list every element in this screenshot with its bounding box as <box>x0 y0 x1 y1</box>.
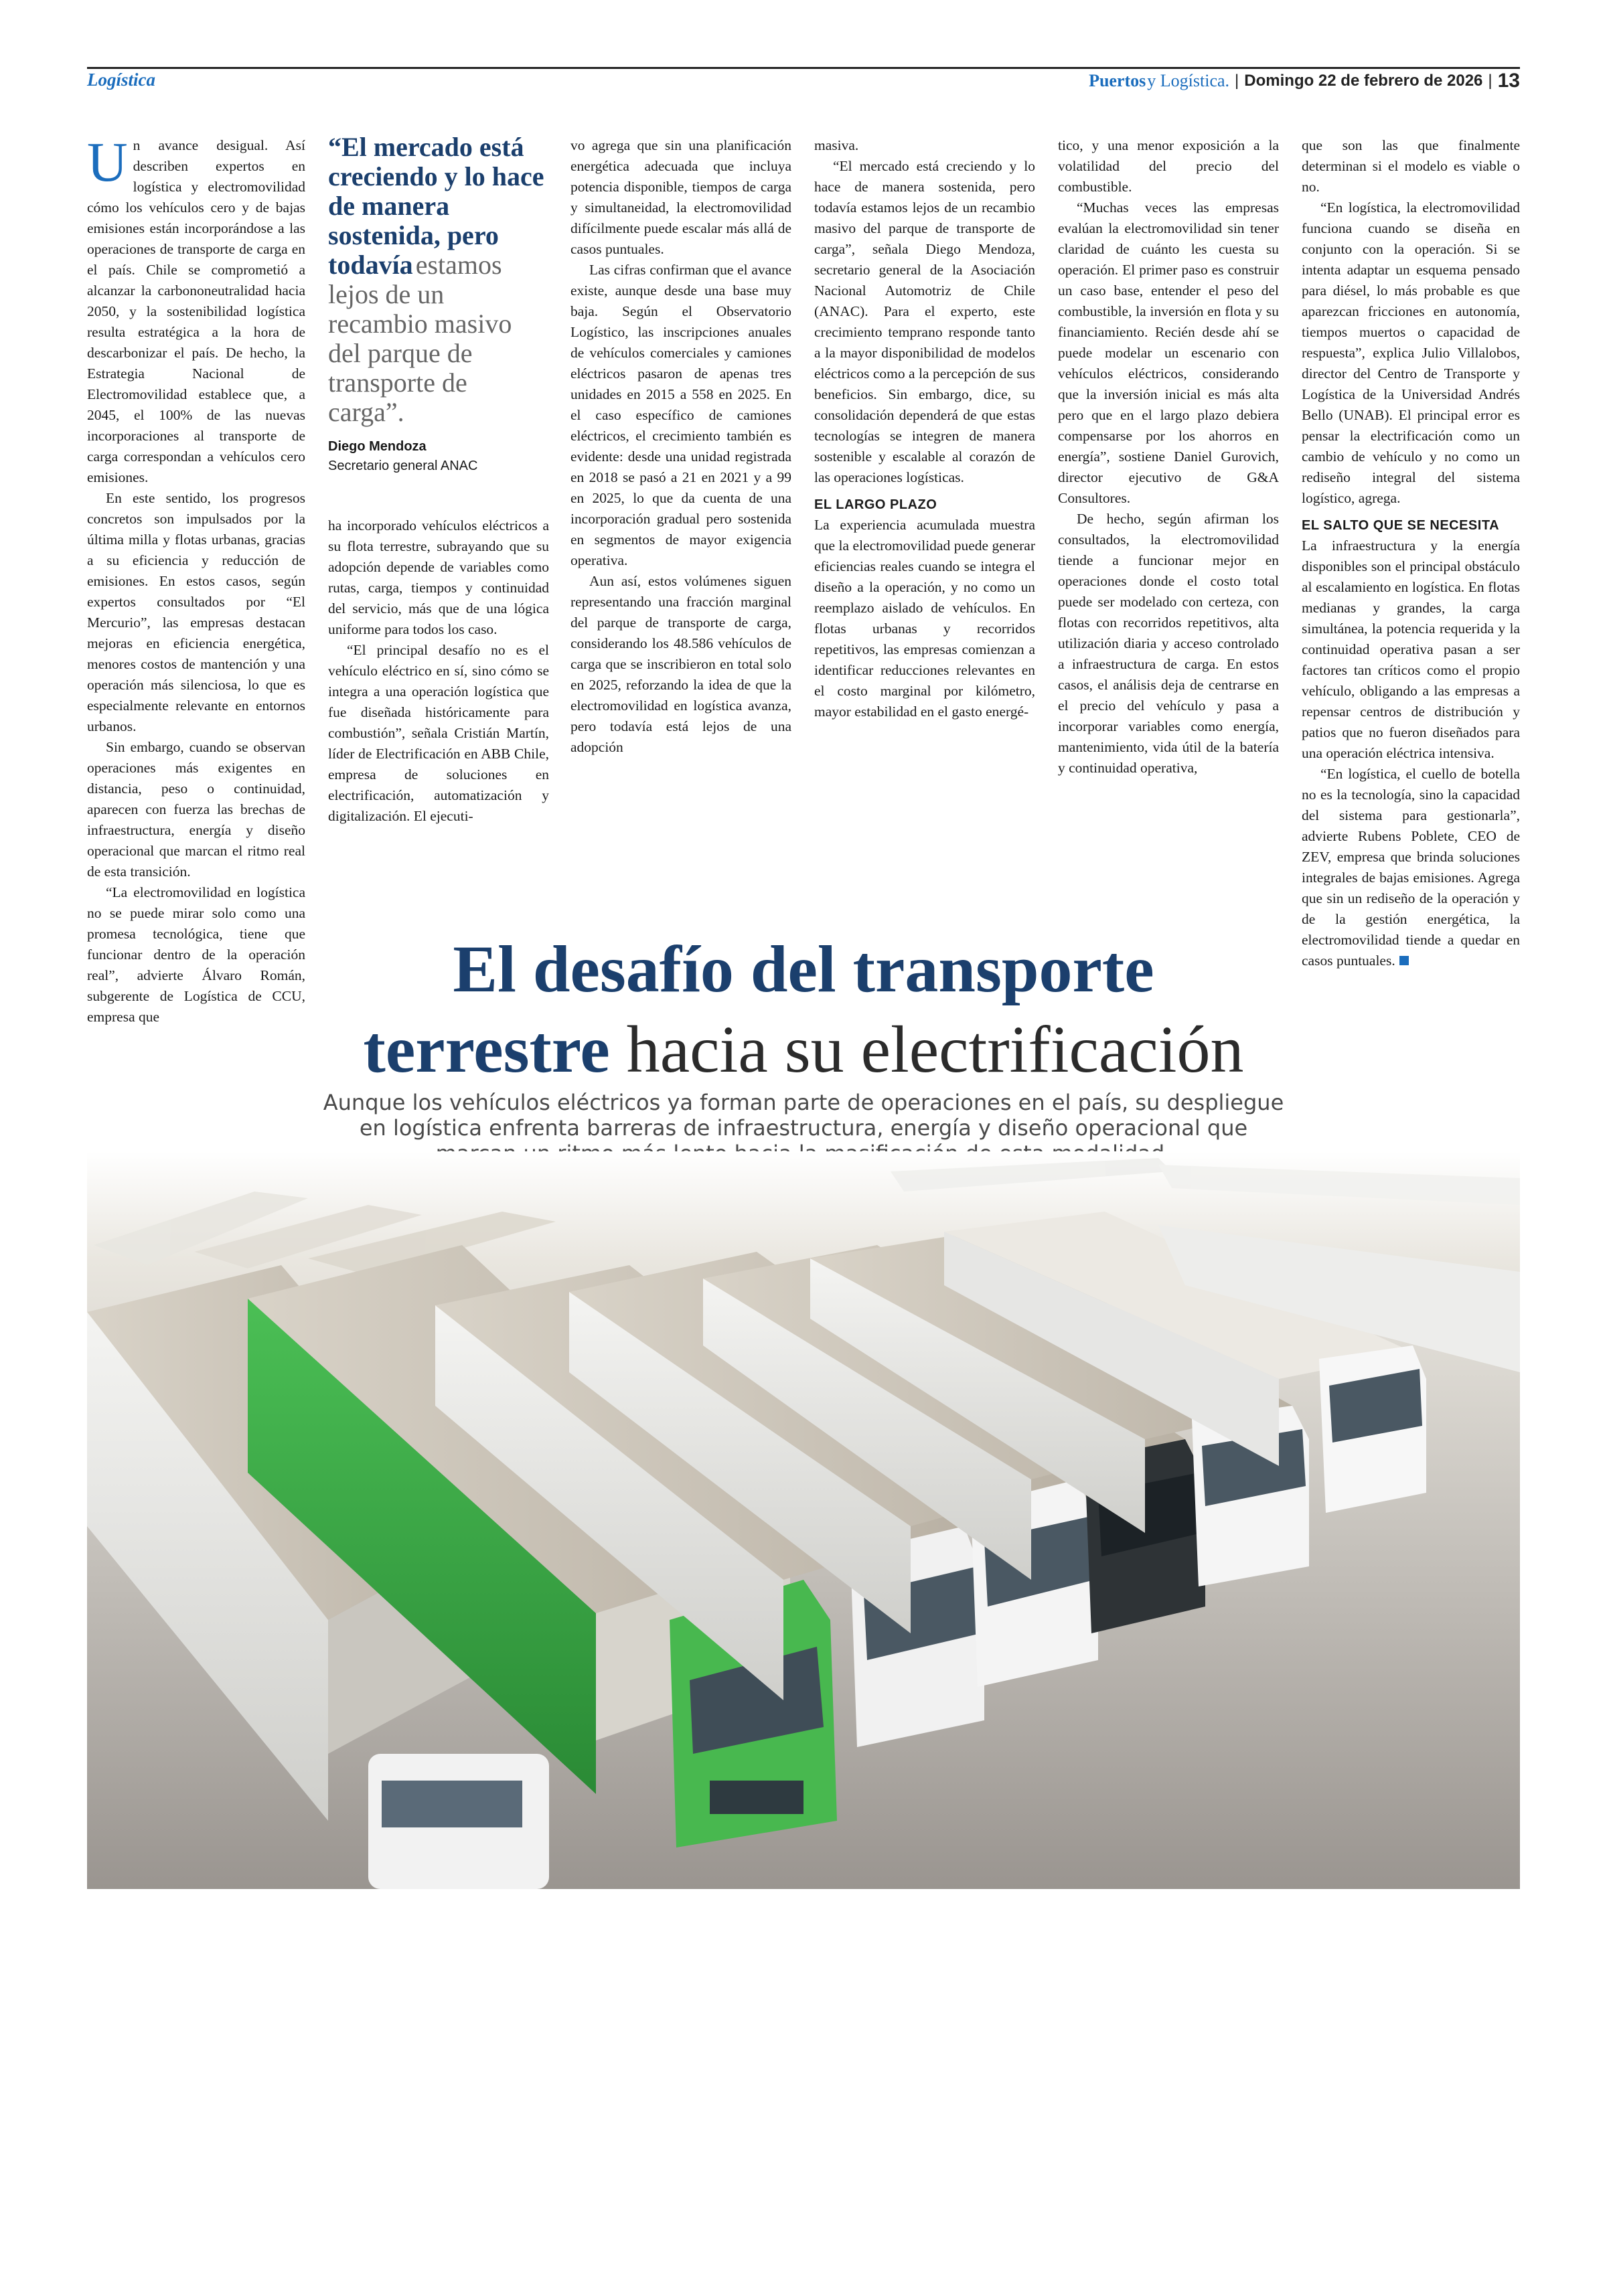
paragraph: La infraestructura y la energía disponibles son el principal obstáculo al escalamiento en logística. En flotas medianas y grandes, la carga simultánea, la potencia requerida y la continuidad operativa pasan a ser factores tan críticos como el propio vehículo, obligando a las empresas a repensar centros de distribución y patios que no fueron diseñados para una operación eléctrica intensiva. <box>1302 538 1520 761</box>
headline-line-2 <box>0 1011 1607 1088</box>
paragraph: masiva. <box>814 137 859 153</box>
drop-cap: U <box>87 131 128 193</box>
paragraph: De hecho, según afirman los consultados, la electromovilidad tiende a funcionar mejor en operaciones donde el costo total puede ser modelado con certeza, con flotas con recorridos repetitivos, alta utilización diaria y acceso controlado a infraestructura de carga. En estos casos, el análisis deja de centrarse en el precio del vehículo y pasa a incorporar variables como energía, mantenimiento, vida útil de la batería y continuidad operativa, <box>1058 511 1279 776</box>
header-rule <box>87 67 1520 69</box>
paragraph: n avance desigual. Así describen expertos en logística y electromovilidad cómo los vehículos cero y de bajas emisiones están incorporándose a las operaciones de transporte de carga en el país. Chile se comprometió a alcanzar la carbononeutralidad hacia 2050, y la sostenibilidad logística resulta estratégica a la hora de descarbonizar el país. De hecho, la Estrategia Nacional de Electromovilidad establece que, a 2045, el 100% de las nuevas incorporaciones al transporte de carga correspondan a vehículos cero emisiones. <box>87 137 305 485</box>
trucks-illustration <box>87 1151 1520 1889</box>
trucks-parking-photo <box>87 1151 1520 1889</box>
article-column-1 <box>87 131 305 1028</box>
paragraph: En este sentido, los progresos concretos son impulsados por la última milla y flotas urbanas, gracias a su eficiencia y reducción de emisiones. En estos casos, según expertos consultados por “El Mercurio”, las empresas destacan mejoras en eficiencia energética, menores costos de mantención y una operación más silenciosa, lo que es especialmente relevante en entornos urbanos. <box>87 490 305 734</box>
paragraph: “El principal desafío no es el vehículo eléctrico en sí, sino cómo se integra a una operación logística que fue diseñada históricamente para combustión”, señala Cristián Martín, líder de Electrificación en ABB Chile, empresa de soluciones en electrificación, automatización y digitalización. El ejecuti- <box>328 642 549 824</box>
windshield <box>382 1781 522 1827</box>
paragraph: Aun así, estos volúmenes siguen representando una fracción marginal del parque de transporte de carga, considerando los 48.586 vehículos de carga que se inscribieron en total solo en 2025, reforzando la idea de que la electromovilidad en logística avanza, pero todavía está lejos de una adopción <box>570 573 791 755</box>
pull-quote-role: Secretario general ANAC <box>328 459 478 473</box>
paragraph: “La electromovilidad en logística no se puede mirar solo como una promesa tecnológica, tiene que funcionar dentro de la operación real”, advierte Álvaro Román, subgerente de Logística de CCU, empresa que <box>87 884 305 1025</box>
subheading-largo-plazo: EL LARGO PLAZO <box>814 497 937 512</box>
paragraph: Las cifras confirman que el avance existe, aunque desde una base muy baja. Según el Observatorio Logístico, las inscripciones anuales de vehículos comerciales y camiones eléctricos pasaron de apenas tres unidades en 2015 a 558 en 2025. En el caso específico de camiones eléctricos, el crecimiento también es evidente: desde una unidad registrada en 2018 se pasó a 21 en 2021 y a 99 en 2025, lo que da cuenta de una incorporación gradual pero sostenida en segmentos de mayor exigencia operativa. <box>570 262 791 568</box>
paragraph: ha incorporado vehículos eléctricos a su flota terrestre, subrayando que su adopción depende de variables como rutas, carga, tiempos y continuidad del servicio, más que de una lógica uniforme para todos los caso. <box>328 517 549 637</box>
headline-line-1: El desafío del transporte <box>453 932 1154 1006</box>
subhead: Aunque los vehículos eléctricos ya forman parte de operaciones en el país, su despliegue en logística enfrenta barreras de infraestructura, energía y diseño operacional que <box>323 1090 1284 1141</box>
brand-name: Puertos <box>1089 71 1146 90</box>
masthead <box>1089 70 1520 92</box>
green-cab-grille <box>710 1781 804 1814</box>
pull-quote-strong: “El mercado está creciendo y lo hace de manera sostenida, pero todavía <box>328 132 544 280</box>
article-column-2 <box>328 515 549 827</box>
page-number: 13 <box>1497 70 1520 92</box>
issue-date: Domingo 22 de febrero de 2026 <box>1244 72 1483 90</box>
headline-regular: hacia su electrificación <box>626 1012 1244 1086</box>
masthead-separator-2: | <box>1488 72 1493 90</box>
paragraph: que son las que finalmente determinan si el modelo es viable o no. <box>1302 137 1520 195</box>
pull-quote <box>328 133 549 474</box>
paragraph: “El mercado está creciendo y lo hace de manera sostenida, pero todavía estamos lejos de un recambio masivo del parque de transporte de carga”, señala Diego Mendoza, secretario general de la Asociación Nacional Automotriz de Chile (ANAC). Para el experto, este crecimiento temprano responde tanto a la mayor disponibilidad de modelos eléctricos como a la percepción de sus beneficios. Sin embargo, dice, su consolidación dependerá de que estas tecnologías se integren de manera sostenible y escalable al corazón de las operaciones logísticas. <box>814 158 1035 485</box>
paragraph: Sin embargo, cuando se observan operaciones más exigentes en distancia, peso o continuidad, aparecen con fuerza las brechas de infraestructura, energía y diseño operacional que marcan el ritmo real de esta transición. <box>87 739 305 880</box>
paragraph: tico, y una menor exposición a la volatilidad del precio del combustible. <box>1058 137 1279 195</box>
subheading-salto: EL SALTO QUE SE NECESITA <box>1302 518 1500 533</box>
paragraph: La experiencia acumulada muestra que la electromovilidad puede generar eficiencias reales cuando se integra el diseño a la operación, y no como un reemplazo aislado de vehículos. En flotas urbanas y recorridos repetitivos, las empresas comienzan a identificar reducciones relevantes en el costo marginal por kilómetro, mayor estabilidad en el gasto energé- <box>814 517 1035 720</box>
section-label: Logística <box>87 70 155 90</box>
article-column-3 <box>570 135 791 758</box>
article-column-4 <box>814 135 1035 722</box>
pull-quote-light: estamos lejos de un recambio masivo del parque de transporte de carga”. <box>328 250 512 427</box>
article-column-5 <box>1058 135 1279 778</box>
brand-suffix: y Logística. <box>1147 71 1230 90</box>
masthead-separator: | <box>1235 72 1239 90</box>
paragraph: “Muchas veces las empresas evalúan la electromovilidad sin tener claridad de cuánto les cuesta su operación. El primer paso es construir un caso base, entender el peso del combustible, la inversión en flota y su financiamiento. Recién desde ahí se puede modelar un escenario con vehículos eléctricos, considerando que la inversión inicial es más alta pero que en el largo plazo debiera compensarse por los ahorros en energía”, sostiene Daniel Gurovich, director ejecutivo de G&A Consultores. <box>1058 199 1279 506</box>
headline-bold-word: terrestre <box>363 1012 610 1086</box>
paragraph: “En logística, la electromovilidad funciona cuando se diseña en conjunto con la operación. Si se intenta adaptar un esquema pensado para diésel, lo más probable es que aparezcan fricciones en autonomía, tiempos muertos o capacidad de respuesta”, explica Julio Villalobos, director del Centro de Transporte y Logística de la Universidad Andrés Bello (UNAB). El principal error es pensar la electrificación como un cambio de vehículo y no como un rediseño integral del sistema logístico, agrega. <box>1302 199 1520 506</box>
paragraph: vo agrega que sin una planificación energética adecuada que incluya potencia disponible, tiempos de carga y simultaneidad, la electromovilidad difícilmente puede escalar más allá de casos puntuales. <box>570 137 791 257</box>
paragraph-text: “En logística, el cuello de botella no es la tecnología, sino la capacidad del sistema para gestionarla”, advierte Rubens Poblete, CEO de ZEV, empresa que brinda soluciones integrales de bajas emisiones. Agrega que sin un rediseño de la operación y de la gestión energética, la electromovilidad tiende a quedar en casos puntuales. <box>1302 766 1520 969</box>
pull-quote-author: Diego Mendoza <box>328 439 427 454</box>
article-column-6 <box>1302 135 1520 971</box>
